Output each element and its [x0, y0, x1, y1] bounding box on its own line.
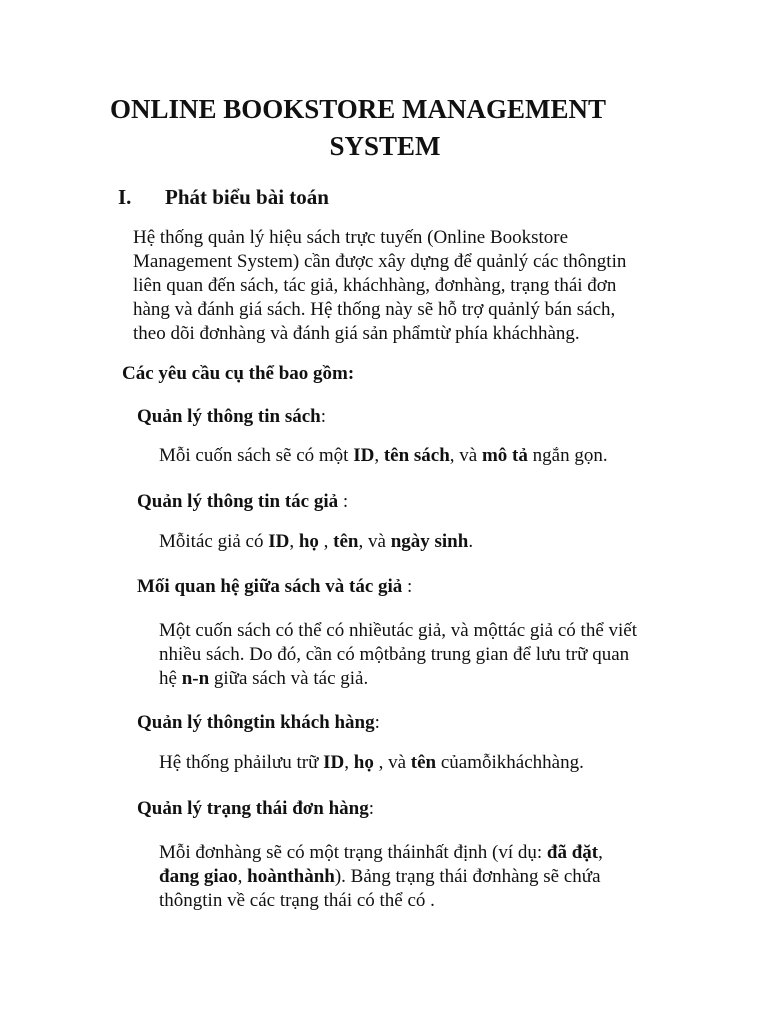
body-text: , — [289, 531, 299, 552]
requirement-suffix: : — [402, 576, 413, 597]
requirement-body-authors — [159, 530, 473, 554]
body-bold: họ — [353, 752, 374, 773]
intro-line: Management System) cần được xây dựng để quảnlý các thôngtin — [133, 251, 627, 272]
requirement-title: Quản lý thông tin sách — [137, 406, 321, 427]
requirement-heading-book-author-relation — [137, 575, 412, 599]
requirements-heading: Các yêu cầu cụ thể bao gồm: — [122, 363, 355, 384]
body-text: Mỗi đơnhàng sẽ có một trạng tháinhất định (ví dụ: — [159, 842, 547, 863]
intro-line: Hệ thống quản lý hiệu sách trực tuyến (Online Bookstore — [133, 227, 569, 248]
section-heading — [118, 183, 329, 211]
body-line: nhiều sách. Do đó, cần có mộtbảng trung gian để lưu trữ quan — [159, 644, 630, 665]
requirement-body-customers — [159, 751, 584, 775]
document-title-line-1: ONLINE BOOKSTORE MANAGEMENT — [109, 94, 607, 124]
document-title-line-2: SYSTEM — [329, 131, 441, 161]
section-number: I. — [118, 185, 132, 209]
body-line — [159, 667, 637, 691]
intro-line: theo dõi đơnhàng và đánh giá sản phẩmtừ phía kháchhàng. — [133, 323, 580, 344]
body-text: ). Bảng trạng thái đơnhàng sẽ chứa — [334, 866, 601, 887]
body-text: ngắn gọn. — [527, 445, 608, 466]
body-text: , — [598, 842, 603, 863]
body-bold: họ — [298, 531, 319, 552]
body-line — [159, 841, 603, 865]
body-line: thôngtin về các trạng thái có thể có . — [159, 890, 435, 911]
body-text: . — [468, 531, 474, 552]
body-text: , — [237, 866, 248, 887]
body-line — [159, 530, 473, 554]
body-text: , và — [358, 531, 391, 552]
requirement-title: Quản lý thông tin tác giả — [137, 491, 339, 512]
requirement-body-books — [159, 444, 608, 468]
body-bold: hoànthành — [247, 866, 335, 887]
body-bold: ID — [323, 752, 345, 773]
intro-line: liên quan đến sách, tác giả, kháchhàng, đơnhàng, trạng thái đơn — [133, 275, 617, 296]
requirement-title: Quản lý thôngtin khách hàng — [137, 712, 375, 733]
body-bold: n-n — [181, 668, 210, 689]
requirement-body-order-status — [159, 841, 603, 913]
body-text: Mỗitác giả có — [159, 531, 269, 552]
section-title: Phát biểu bài toán — [165, 185, 329, 209]
body-line — [159, 865, 603, 889]
requirement-suffix: : — [374, 712, 380, 733]
requirement-body-book-author-relation — [159, 619, 637, 691]
body-text: hệ — [159, 668, 182, 689]
body-text: , — [318, 531, 334, 552]
requirement-suffix: : — [368, 798, 375, 819]
requirement-heading-books — [137, 405, 326, 429]
body-text: , — [344, 752, 354, 773]
body-bold: đang giao — [159, 866, 238, 887]
body-text: , — [374, 445, 384, 466]
requirement-suffix: : — [338, 491, 349, 512]
intro-paragraph — [133, 226, 693, 346]
body-text: , và — [449, 445, 482, 466]
body-bold: ngày sinh — [390, 531, 469, 552]
requirement-title: Mối quan hệ giữa sách và tác giả — [137, 576, 403, 597]
body-bold: tên — [410, 752, 437, 773]
body-line: Một cuốn sách có thể có nhiềutác giả, và mộttác giả có thể viết — [159, 620, 637, 641]
body-bold: đã đặt — [546, 842, 599, 863]
body-text: Mỗi cuốn sách sẽ có một — [159, 445, 354, 466]
requirement-heading-order-status — [137, 797, 374, 821]
body-text: củamỗikháchhàng. — [436, 752, 584, 773]
body-bold: ID — [353, 445, 375, 466]
requirement-heading-authors — [137, 490, 348, 514]
body-line — [159, 751, 584, 775]
body-bold: tên sách — [383, 445, 450, 466]
requirement-title: Quản lý trạng thái đơn hàng — [137, 798, 369, 819]
body-bold: ID — [268, 531, 290, 552]
body-text: , và — [373, 752, 411, 773]
requirement-heading-customers — [137, 711, 380, 735]
body-line — [159, 444, 608, 468]
intro-line: hàng và đánh giá sách. Hệ thống này sẽ hỗ trợ quảnlý bán sách, — [133, 299, 616, 320]
body-text: Hệ thống phảilưu trữ — [159, 752, 324, 773]
requirement-suffix: : — [320, 406, 327, 427]
body-bold: tên — [333, 531, 359, 552]
body-bold: mô tả — [481, 445, 528, 466]
body-text: giữa sách và tác giả. — [209, 668, 369, 689]
